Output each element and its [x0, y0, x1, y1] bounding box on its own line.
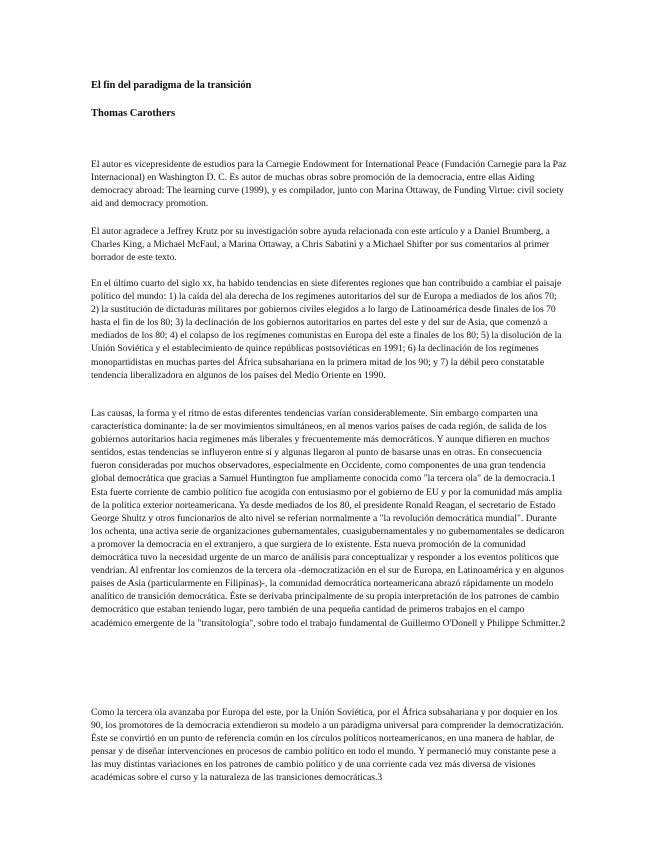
- paragraph-author-bio: El autor es vicepresidente de estudios para la Carnegie Endowment for International Peace (Fundación Carnegie para la Paz Internacional) en Washington D. C. Es autor de muchas obras sobre promoción de la democracia, entre ellas Aiding democracy abroad: The learning curve (1999), y es compilador, junto con Marina Ottaway, de Funding Virtue: civil society aid and democracy promotion.: [91, 159, 567, 210]
- paragraph-causes: Las causas, la forma y el ritmo de estas diferentes tendencias varían considerablemente. Sin embargo comparten una característica dominante: la de ser movimientos simultáneos, en al menos varios países de cada región, de salida de los gobiernos autoritarios hacia regímenes más liberales y frecuentemente más democráticos. Y aunque difieren en muchos sentidos, estas tendencias se influyeron entre sí y algunas llegaron al punto de basarse unas en otras. En consecuencia fueron consideradas por muchos observadores, especialmente en Occidente, como componentes de una gran tendencia global democrática que gracias a Samuel Huntington fue ampliamente conocida como "la tercera ola" de la democracia.1 Esta fuerte corriente de cambio político fue acogida con entusiasmo por el gobierno de EU y por la comunidad más amplia de la política exterior norteamericana. Ya desde mediados de los 80, el presidente Ronald Reagan, el secretario de Estado George Shultz y otros funcionarios de alto nivel se referían normalmente a "la revolución democrática mundial". Durante los ochenta, una activa serie de organizaciones gubernamentales, cuasigubernamentales y no gubernamentales se dedicaron a promover la democracia en el extranjero, a que surgiera de lo existente. Esta nueva promoción de la comunidad democrática tuvo la necesidad urgente de un marco de análisis para conceptualizar y responder a los eventos políticos que vendrían. Al enfrentar los comienzos de la tercera ola -democratización en el sur de Europa, en Latinoamérica y en algunos países de Asia (particularmente en Filipinas)-, la comunidad democrática norteamericana abrazó rápidamente un modelo analítico de transición democrática. Éste se derivaba principalmente de su propia interpretación de los patrones de cambio democrático que estaban teniendo lugar, pero también de una pequeña cantidad de primeros trabajos en el campo académico emergente de la "transitología", sobre todo el trabajo fundamental de Guillermo O'Donell y Philippe Schmitter.2: [91, 408, 566, 629]
- document-title: El fin del paradigma de la transición: [91, 80, 252, 91]
- paragraph-acknowledgements: El autor agradece a Jeffrey Krutz por su investigación sobre ayuda relacionada con este artículo y a Daniel Brumberg, a Charles King, a Michael McFaul, a Marina Ottaway, a Chris Sabatini y a Michael Shifter por sus comentarios al primer borrador de este texto.: [91, 226, 550, 264]
- paragraph-regions: En el último cuarto del siglo xx, ha habido tendencias en siete diferentes regiones que han contribuido a cambiar el paisaje político del mundo: 1) la caída del ala derecha de los regímenes autoritarios del sur de Europa a mediados de los años 70; 2) la sustitución de dictaduras militares por gobiernos civiles elegidos a lo largo de Latinoamérica desde finales de los 70 hasta el fin de los 80; 3) la declinación de los gobiernos autoritarios en partes del este y del sur de Asia, que comenzó a mediados de los 80; 4) el colapso de los regímenes comunistas en Europa del este a finales de los 80; 5) la disolución de la Unión Soviética y el establecimiento de quince repúblicas postsoviéticas en 1991; 6) la declinación de los regímenes monopartidistas en muchas partes del África subsahariana en la primera mitad de los 90; y 7) la débil pero constatable tendencia liberalizadora en algunos de los países del Medio Oriente en 1990.: [91, 278, 562, 381]
- document-author: Thomas Carothers: [91, 108, 176, 119]
- paragraph-third-wave: Como la tercera ola avanzaba por Europa del este, por la Unión Soviética, por el África subsahariana y por doquier en los 90, los promotores de la democracia extendieron su modelo a un paradigma universal para comprender la democratización. Éste se convirtió en un punto de referencia común en los círculos políticos norteamericanos, en una manera de hablar, de pensar y de diseñar intervenciones en procesos de cambio político en todo el mundo. Y permaneció muy constante pese a las muy distintas variaciones en los patrones de cambio político y de una corriente cada vez más diversa de visiones académicas sobre el curso y la naturaleza de las transiciones democráticas.3: [91, 707, 564, 784]
